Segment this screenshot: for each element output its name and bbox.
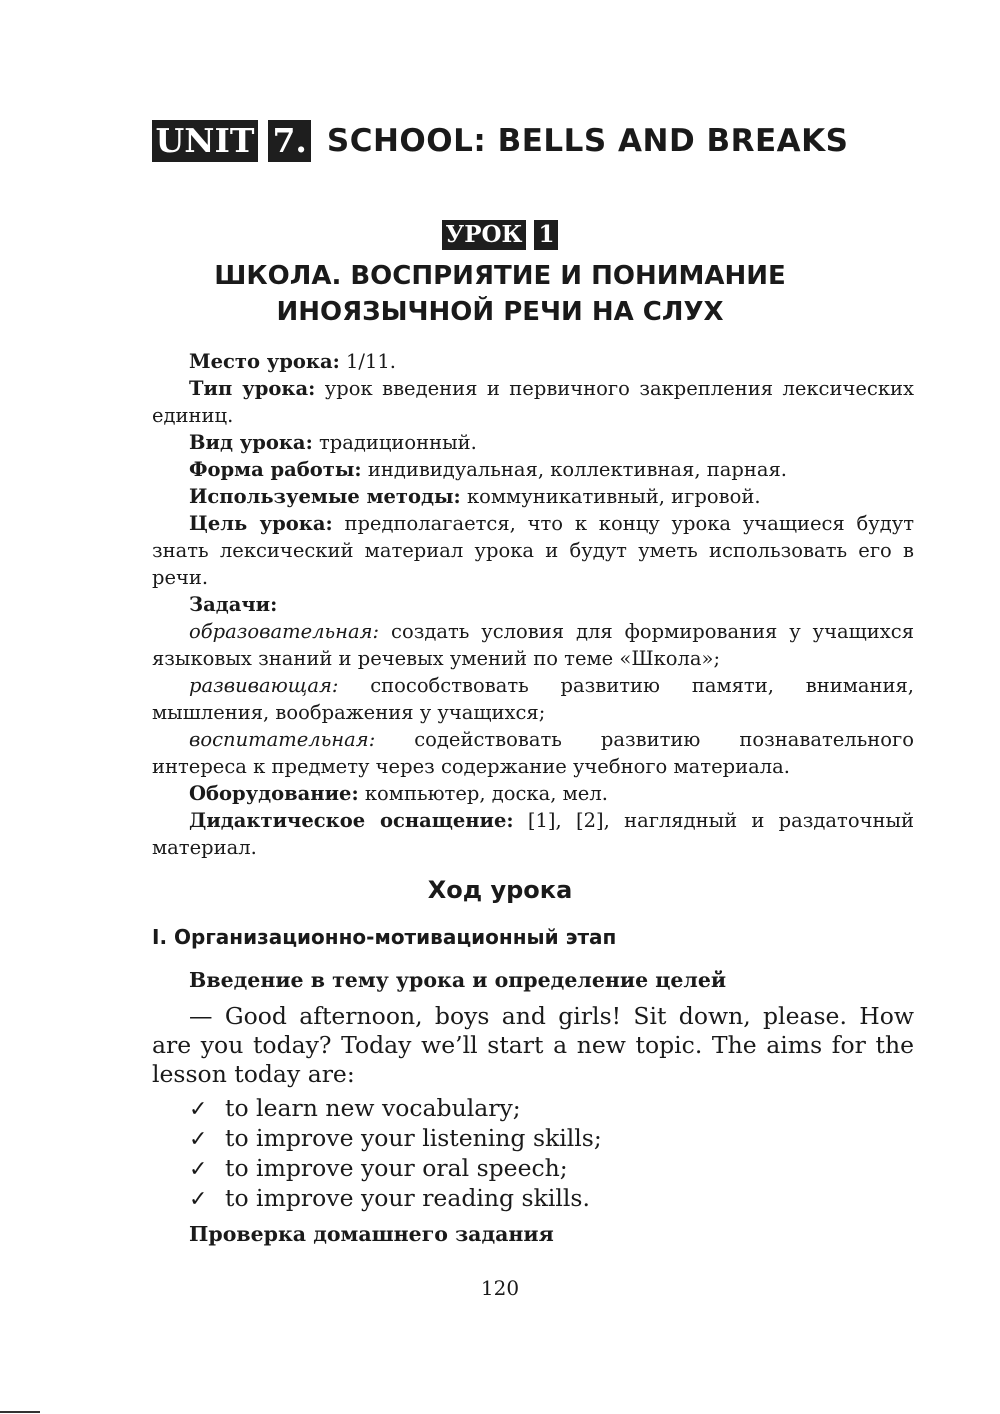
course-heading: Ход урока [427,876,573,904]
info-place [152,348,914,375]
info-label: Используемые методы: [189,485,461,508]
task-label: воспитательная: [189,728,376,751]
task-upbringing [152,726,914,780]
info-label: Оборудование: [189,782,359,805]
lesson-title: ШКОЛА. ВОСПРИЯТИЕ И ПОНИМАНИЕ ИНОЯЗЫЧНОЙ РЕЧИ НА СЛУХ [214,261,786,327]
checkmark-icon: ✓ [189,1187,208,1212]
lesson-info [152,348,914,861]
aim-text: to learn new vocabulary; [225,1094,521,1122]
aim-text: to improve your oral speech; [225,1154,568,1182]
info-text: урок введения и первичного закрепления лексических единиц. [152,377,915,427]
unit-badge-number: 7. [268,120,310,162]
info-kind [152,429,914,456]
unit-heading [0,120,1000,162]
aims-list [189,1094,602,1214]
lesson-badge-word: УРОК [442,220,527,250]
checkmark-icon: ✓ [189,1157,208,1182]
lesson-badge [0,220,1000,250]
info-label: Цель урока: [189,512,333,535]
info-label: Место урока: [189,350,340,373]
checkmark-icon: ✓ [189,1127,208,1152]
task-educational [152,618,914,672]
info-label: Вид урока: [189,431,313,454]
checkmark-icon: ✓ [189,1097,208,1122]
list-item [189,1094,602,1124]
info-text: компьютер, доска, мел. [358,782,608,805]
info-label: Тип урока: [189,377,316,400]
info-work-form [152,456,914,483]
info-text: индивидуальная, коллективная, парная. [361,458,787,481]
unit-badge-word: UNIT [152,120,259,162]
list-item [189,1124,602,1154]
info-didactic [152,807,914,861]
info-text: коммуникативный, игровой. [460,485,761,508]
info-type [152,375,914,429]
info-label: Дидактическое оснащение: [189,809,514,832]
info-methods [152,483,914,510]
unit-title: SCHOOL: BELLS AND BREAKS [326,123,849,159]
info-text: 1/11. [339,350,396,373]
info-text: [1], [2], наглядный и раздаточный материал. [152,809,914,859]
lesson-badge-number: 1 [534,220,558,250]
stage-heading: I. Организационно-мотивационный этап [152,925,617,949]
info-label: Форма работы: [189,458,362,481]
info-equipment [152,780,914,807]
page-number: 120 [480,1276,520,1300]
task-text: способствовать развитию памяти, внимания, мышления, воображения у учащихся; [152,674,914,724]
info-text: предполагается, что к концу урока учащиеся будут знать лексический материал урока и будут уметь использовать его в речи. [152,512,914,589]
corner-divider [0,1411,40,1413]
teacher-speech: — Good afternoon, boys and girls! Sit down, please. How are you today? Today we’ll start a new topic. The aims for the lesson today are: [152,1002,914,1088]
task-label: развивающая: [189,674,339,697]
task-text: создать условия для формирования у учащихся языковых знаний и речевых умений по теме «Школа»; [152,620,914,670]
info-goal [152,510,914,591]
info-text: традиционный. [312,431,477,454]
list-item [189,1184,602,1214]
list-item [189,1154,602,1184]
info-tasks-heading [152,591,914,618]
task-text: содействовать развитию познавательного интереса к предмету через содержание учебного материала. [152,728,914,778]
aim-text: to improve your reading skills. [225,1184,590,1212]
aim-text: to improve your listening skills; [225,1124,602,1152]
homework-heading: Проверка домашнего задания [189,1222,554,1246]
task-developmental [152,672,914,726]
info-label: Задачи: [189,593,278,616]
intro-heading: Введение в тему урока и определение целей [189,968,727,992]
task-label: образовательная: [189,620,380,643]
